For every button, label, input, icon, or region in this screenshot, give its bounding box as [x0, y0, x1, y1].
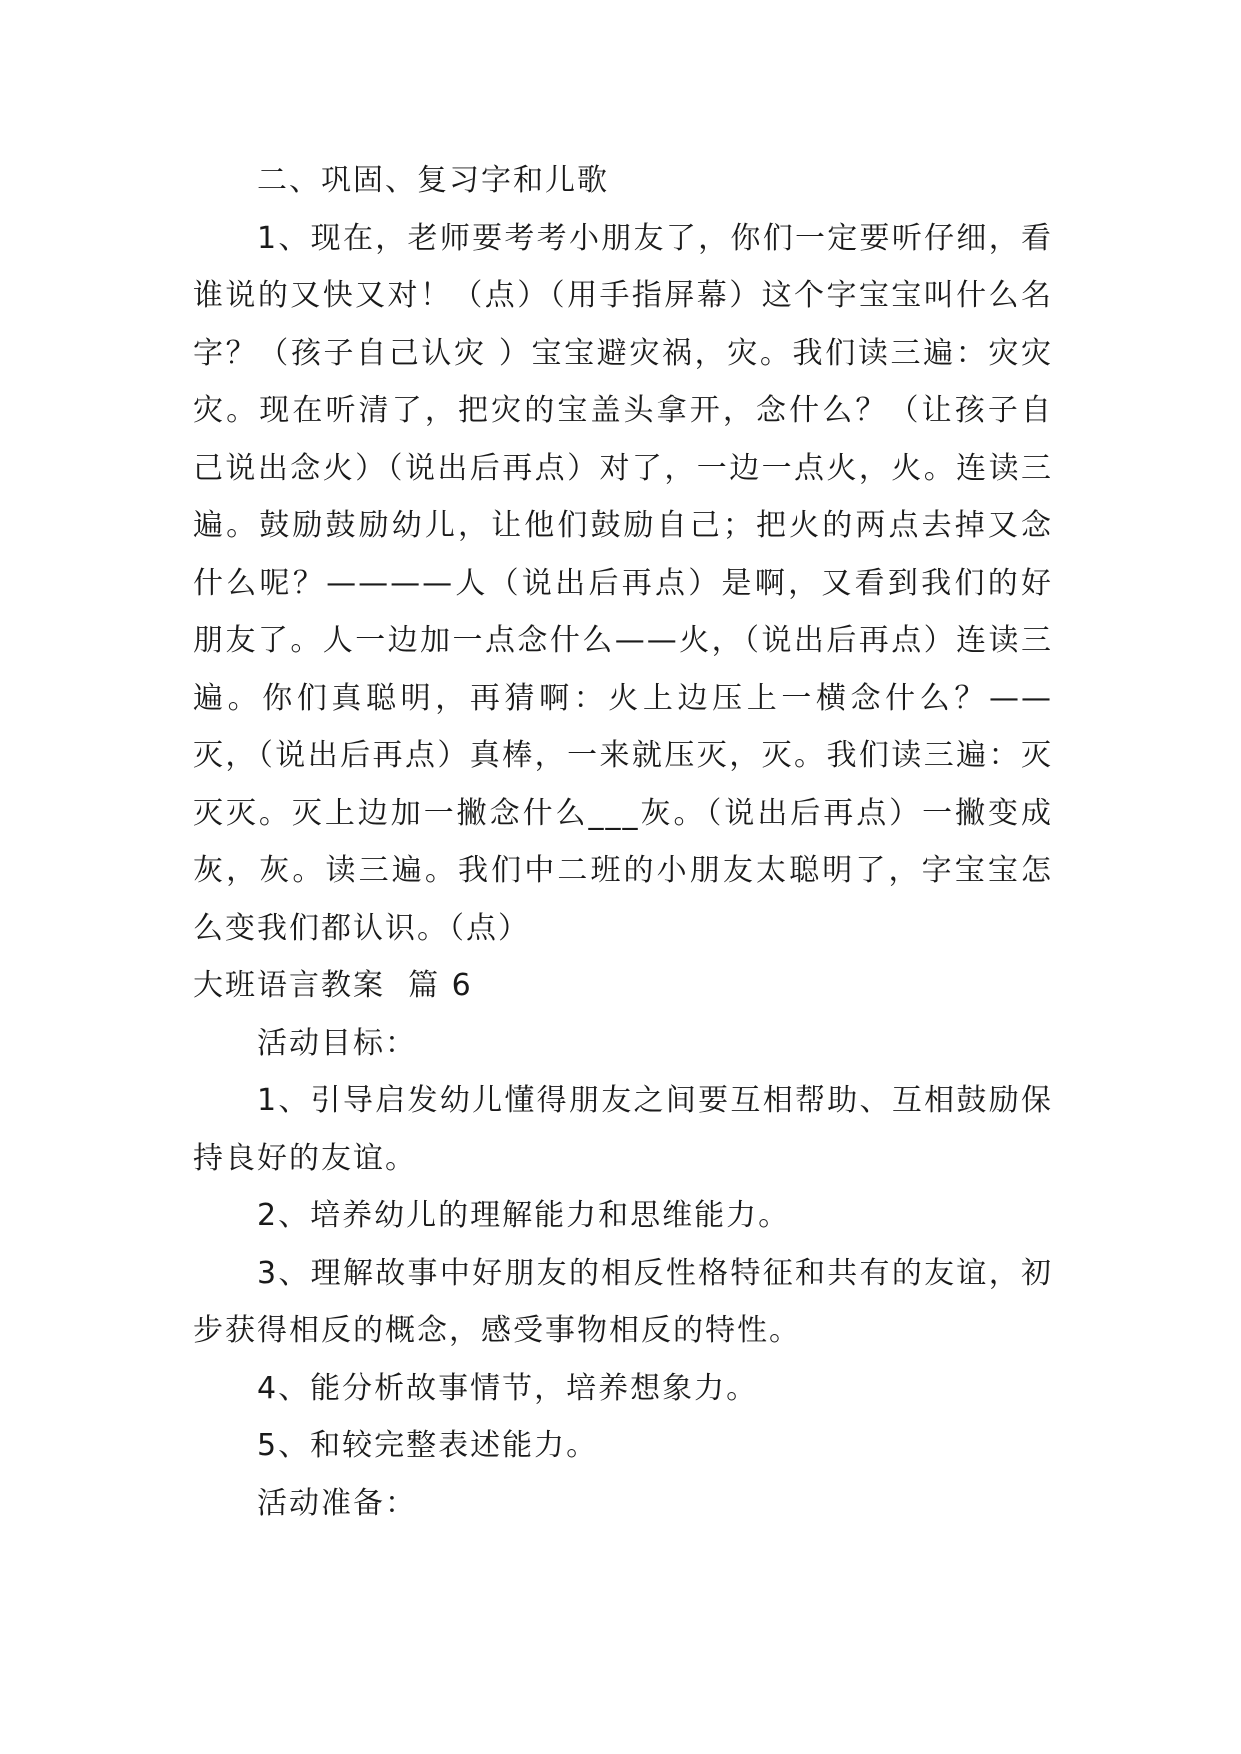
body-paragraph: 1、现在，老师要考考小朋友了，你们一定要听仔细，看谁说的又快又对！（点）（用手指屏幕）这个字宝宝叫什么名字？（孩子自己认灾 ）宝宝避灾祸，灾。我们读三遍：灾灾灾。现在听清了，把灾的宝盖头拿开，念什么？（让孩子自己说出念火）（说出后再点）对了，一边一点火，火。连读三遍。鼓励鼓励幼儿，让他们鼓励自己；把火的两点去掉又念什么呢？————人（说出后再点）是啊，又看到我们的好朋友了。人一边加一点念什么——火，（说出后再点）连读三遍。你们真聪明，再猜啊：火上边压上一横念什么？——灭，（说出后再点）真棒，一来就压灭，灭。我们读三遍：灭灭灭。灭上边加一撇念什么___灰。（说出后再点）一撇变成灰，灰。读三遍。我们中二班的小朋友太聪明了，字宝宝怎么变我们都认识。（点）	[193, 220, 1053, 946]
document-body	[193, 152, 1053, 1532]
section-heading: 活动准备：	[257, 1485, 417, 1521]
list-item: 3、理解故事中好朋友的相反性格特征和共有的友谊，初步获得相反的概念，感受事物相反的特性。	[193, 1255, 1053, 1348]
section-heading: 活动目标：	[257, 1025, 417, 1061]
list-item: 2、培养幼儿的理解能力和思维能力。	[257, 1198, 791, 1233]
lesson-title: 大班语言教案 篇 6	[193, 968, 473, 1003]
list-item: 1、引导启发幼儿懂得朋友之间要互相帮助、互相鼓励保持良好的友谊。	[193, 1083, 1053, 1176]
list-item: 5、和较完整表述能力。	[257, 1428, 599, 1463]
list-item: 4、能分析故事情节，培养想象力。	[257, 1370, 759, 1406]
section-heading: 二、巩固、复习字和儿歌	[257, 163, 609, 198]
